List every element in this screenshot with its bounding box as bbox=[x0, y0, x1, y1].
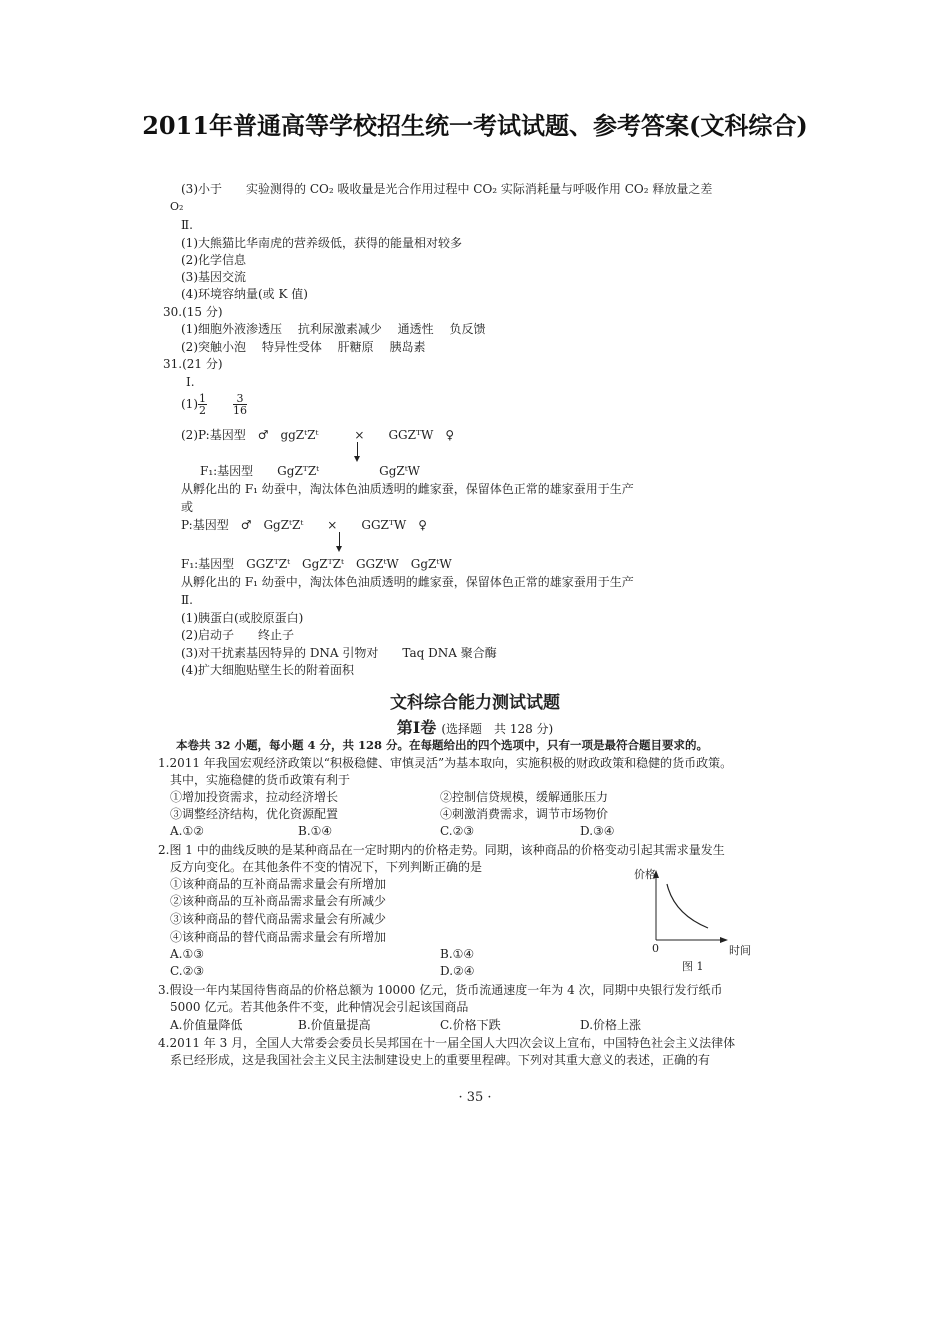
answer-line: 从孵化出的 F₁ 幼蚕中，淘汰体色油质透明的雌家蚕，保留体色正常的雄家蚕用于生产 bbox=[181, 575, 634, 589]
cross-parents: (2)P:基因型 ♂ ggZᵗZᵗ × GGZᵀW ♀ bbox=[181, 428, 455, 442]
instruction: 本卷共 32 小题，每小题 4 分，共 128 分。在每题给出的四个选项中，只有一项是最符合题目要求的。 bbox=[176, 738, 709, 752]
choice-a: A.①② bbox=[170, 824, 204, 838]
cross-offspring: F₁:基因型 GGZᵀZᵗ GgZᵀZᵗ GGZᵗW GgZᵗW bbox=[181, 557, 452, 571]
down-arrow-icon bbox=[339, 532, 340, 550]
choice-b: B.①④ bbox=[298, 824, 333, 838]
option-statement: ④该种商品的替代商品需求量会有所增加 bbox=[170, 930, 387, 944]
section-heading: 文科综合能力测试试题 bbox=[390, 693, 560, 713]
document-title: 2011年普通高等学校招生统一考试试题、参考答案(文科综合) bbox=[142, 111, 808, 140]
cross-offspring: F₁:基因型 GgZᵀZᵗ GgZᵗW bbox=[200, 464, 421, 478]
question-number: 30.(15 分) bbox=[163, 305, 223, 319]
answer-line: (2)启动子 终止子 bbox=[181, 628, 294, 642]
answer-line: (3)对干扰素基因特异的 DNA 引物对 Taq DNA 聚合酶 bbox=[181, 646, 497, 660]
option-statement: ③调整经济结构，优化资源配置 bbox=[170, 807, 339, 821]
choice-d: D.②④ bbox=[440, 964, 475, 978]
choice-c: C.②③ bbox=[170, 964, 205, 978]
question-stem: 5000 亿元。若其他条件不变，此种情况会引起该国商品 bbox=[170, 1000, 469, 1014]
volume-note: (选择题 共 128 分) bbox=[441, 722, 554, 736]
x-axis-label: 时间 bbox=[729, 944, 751, 957]
volume-heading bbox=[0, 715, 950, 738]
answer-line: (2)化学信息 bbox=[181, 253, 246, 267]
question-stem: 反方向变化。在其他条件不变的情况下，下列判断正确的是 bbox=[170, 860, 483, 874]
answer-line: (4)环境容纳量(或 K 值) bbox=[181, 287, 308, 301]
answer-line: (1)细胞外液渗透压 抗利尿激素减少 通透性 负反馈 bbox=[181, 322, 486, 336]
y-axis-label: 价格 bbox=[634, 868, 656, 881]
answer-line: Ⅱ. bbox=[181, 593, 193, 607]
choice-a: A.价值量降低 bbox=[170, 1018, 243, 1032]
choice-c: C.价格下跌 bbox=[440, 1018, 501, 1032]
answer-line: (2)突触小泡 特异性受体 肝糖原 胰岛素 bbox=[181, 340, 426, 354]
choice-d: D.③④ bbox=[580, 824, 615, 838]
question-stem: 3.假设一年内某国待售商品的价格总额为 10000 亿元，货币流通速度一年为 4 次，同期中央银行发行纸币 bbox=[158, 983, 723, 997]
fraction-numerator: 1 bbox=[199, 392, 206, 405]
question-stem: 2.图 1 中的曲线反映的是某种商品在一定时期内的价格走势。同期，该种商品的价格变动引起其需求量发生 bbox=[158, 843, 725, 857]
question-stem: 1.2011 年我国宏观经济政策以“积极稳健、审慎灵活”为基本取向，实施积极的财政政策和稳健的货币政策。 bbox=[158, 756, 733, 770]
fraction-denominator: 2 bbox=[199, 404, 206, 417]
fraction bbox=[198, 393, 207, 416]
option-statement: ①该种商品的互补商品需求量会有所增加 bbox=[170, 877, 387, 891]
option-statement: ②该种商品的互补商品需求量会有所减少 bbox=[170, 894, 387, 908]
x-axis-arrow-icon bbox=[720, 937, 728, 943]
option-statement: ③该种商品的替代商品需求量会有所减少 bbox=[170, 912, 387, 926]
option-statement: ④刺激消费需求，调节市场物价 bbox=[440, 807, 609, 821]
question-stem: 其中，实施稳健的货币政策有利于 bbox=[170, 773, 351, 787]
answer-line: (3)基因交流 bbox=[181, 270, 246, 284]
origin-label: 0 bbox=[652, 942, 659, 955]
answer-line: Ⅱ. bbox=[181, 218, 193, 232]
figure-caption: 图 1 bbox=[682, 960, 704, 973]
down-arrow-icon bbox=[357, 442, 358, 460]
answer-line: 从孵化出的 F₁ 幼蚕中，淘汰体色油质透明的雌家蚕，保留体色正常的雄家蚕用于生产 bbox=[181, 482, 634, 496]
price-curve bbox=[667, 884, 708, 928]
choice-b: B.价值量提高 bbox=[298, 1018, 371, 1032]
answer-prefix: (1) bbox=[181, 397, 198, 411]
question-number: 31.(21 分) bbox=[163, 357, 223, 371]
answer-line: Ⅰ. bbox=[186, 375, 195, 389]
fraction-numerator: 3 bbox=[233, 393, 247, 405]
option-statement: ②控制信贷规模，缓解通胀压力 bbox=[440, 790, 609, 804]
answer-line: (1)胰蛋白(或胶原蛋白) bbox=[181, 611, 304, 625]
answer-line: (3)小于 实验测得的 CO₂ 吸收量是光合作用过程中 CO₂ 实际消耗量与呼吸作用 CO₂ 释放量之差 bbox=[181, 182, 713, 196]
choice-c: C.②③ bbox=[440, 824, 475, 838]
answer-line: 或 bbox=[181, 500, 194, 514]
choice-b: B.①④ bbox=[440, 947, 475, 961]
answer-line: (4)扩大细胞贴壁生长的附着面积 bbox=[181, 663, 354, 677]
question-stem: 4.2011 年 3 月，全国人大常委会委员长吴邦国在十一届全国人大四次会议上宣布，中国特色社会主义法律体 bbox=[158, 1036, 736, 1050]
choice-a: A.①③ bbox=[170, 947, 204, 961]
choice-d: D.价格上涨 bbox=[580, 1018, 642, 1032]
fraction-answer bbox=[181, 393, 247, 416]
answer-line: O₂ bbox=[170, 200, 184, 213]
figure-1 bbox=[622, 862, 752, 974]
volume-title: 第Ⅰ卷 bbox=[396, 718, 437, 737]
fraction bbox=[233, 393, 247, 416]
cross-parents: P:基因型 ♂ GgZᵗZᵗ × GGZᵀW ♀ bbox=[181, 518, 428, 532]
question-stem: 系已经形成，这是我国社会主义民主法制建设史上的重要里程碑。下列对其重大意义的表述，正确的有 bbox=[170, 1053, 711, 1067]
fraction-denominator: 16 bbox=[233, 404, 247, 417]
option-statement: ①增加投资需求，拉动经济增长 bbox=[170, 790, 339, 804]
page-number: · 35 · bbox=[458, 1090, 492, 1105]
answer-line: (1)大熊猫比华南虎的营养级低，获得的能量相对较多 bbox=[181, 236, 463, 250]
